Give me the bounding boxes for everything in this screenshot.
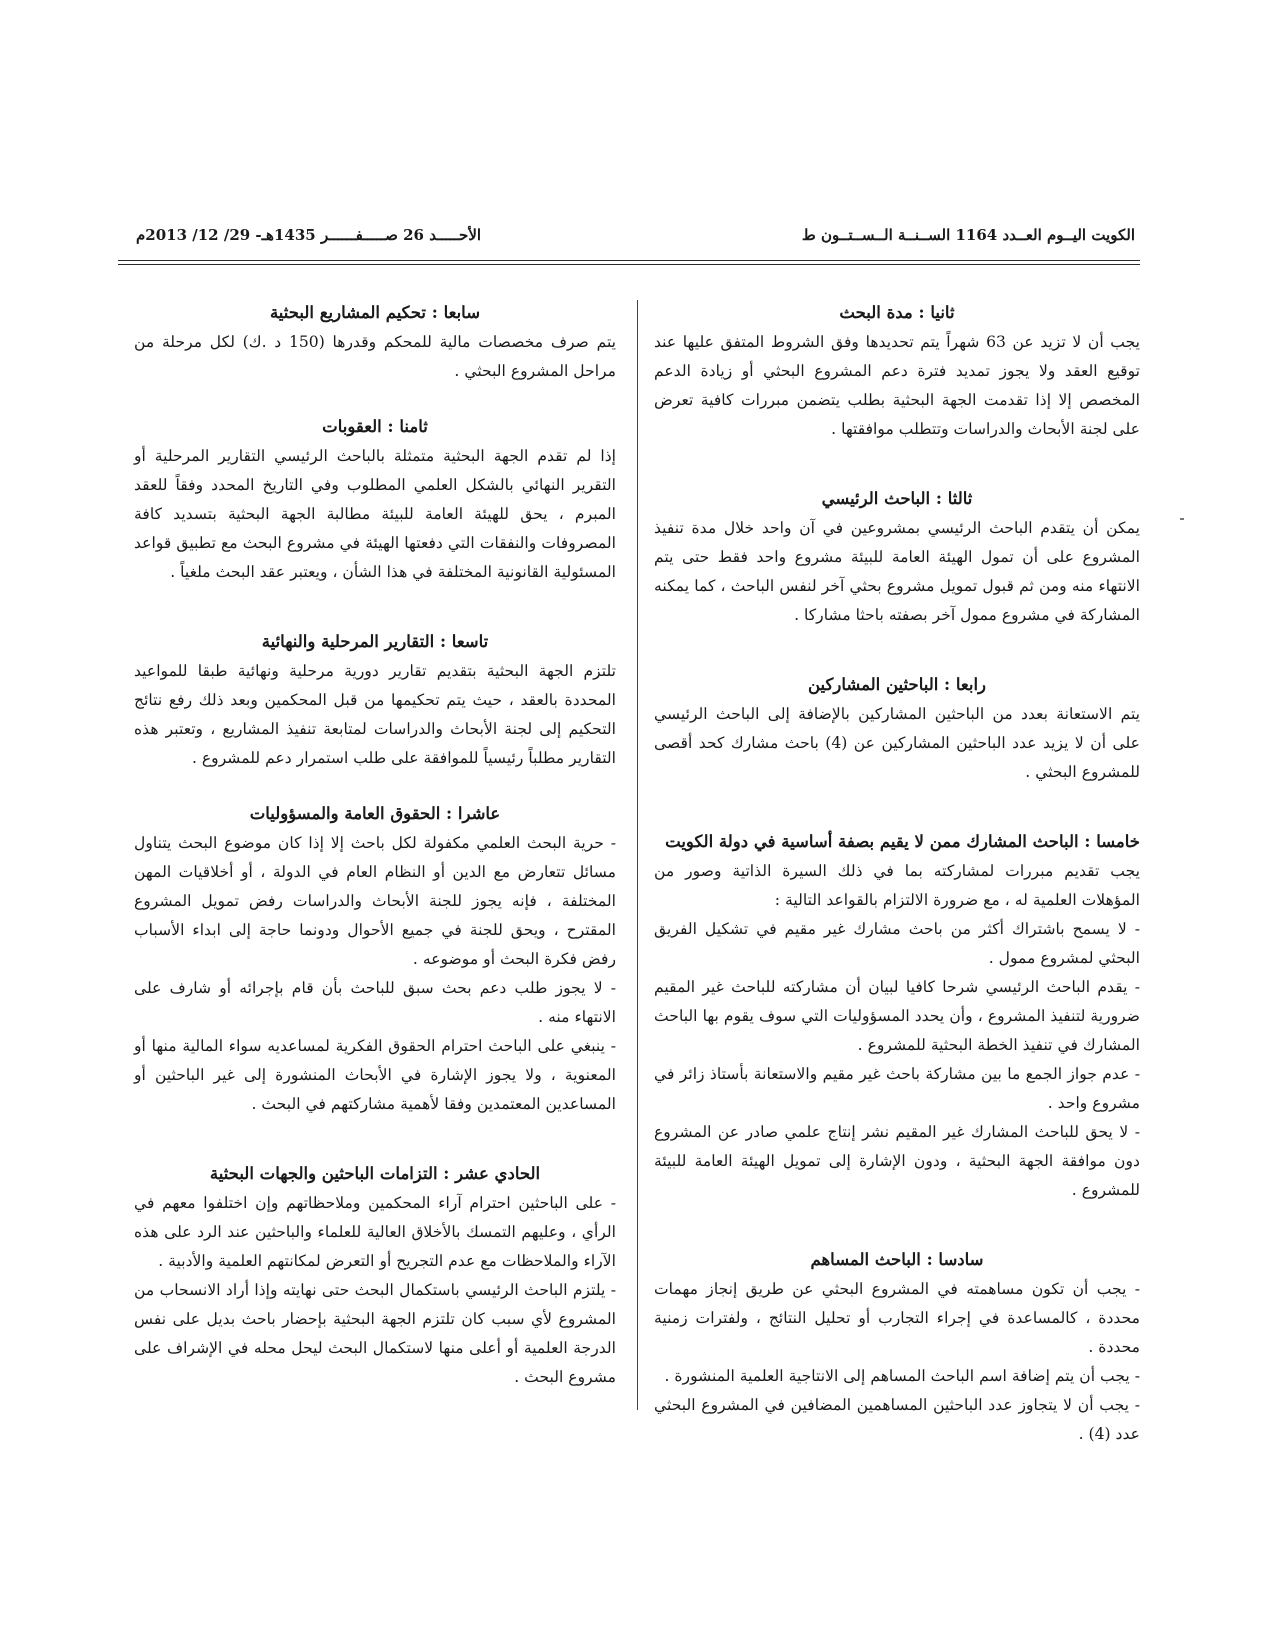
section-title: الحادي عشر : التزامات الباحثين والجهات البحثية [209, 1164, 541, 1183]
section-research-duration [654, 298, 1140, 444]
section-title: ثانيا : مدة البحث [839, 303, 955, 322]
section-paragraph: - يلتزم الباحث الرئيسي باستكمال البحث حتى نهايته وإذا أراد الانسحاب من المشروع لأي سبب كان تلتزم الجهة البحثية بإحضار باحث بديل على نفس الدرجة العلمية أو أعلى منها لاستكمال البحث ليحل محله في الإشراف على مشروع البحث . [134, 1281, 616, 1386]
column-divider [637, 300, 638, 1410]
section-title: ثامنا : العقوبات [322, 417, 428, 436]
section-paragraph: يجب أن لا تزيد عن 63 شهراً يتم تحديدها وفق الشروط المتفق عليها عند توقيع العقد ولا يجوز تمديد فترة دعم المشروع البحثي أو زيادة الدعم المخصص إلا إذا تقدمت الجهة البحثية بطلب يتضمن مبررات كافية تعرض على لجنة الأبحاث والدراسات وتتطلب موافقتها . [654, 333, 1141, 438]
section-principal-researcher [654, 484, 1140, 630]
section-rights-responsibilities [134, 799, 616, 1119]
section-project-review [134, 298, 616, 386]
header-date: الأحـــــد 26 صـــــفــــــر 1435هـ- 29/ 12/ 2013م [136, 226, 482, 244]
section-paragraph: - لا يحق للباحث المشارك غير المقيم نشر إنتاج علمي صادر عن المشروع دون موافقة الجهة البحثية ، ودون الإشارة إلى تمويل الهيئة العامة للبيئة للمشروع . [654, 1123, 1140, 1199]
section-paragraph: - يجب أن تكون مساهمته في المشروع البحثي عن طريق إنجاز مهمات محددة ، كالمساعدة في إجراء التجارب أو تحليل النتائج ، ولفترات زمنية محددة . [654, 1280, 1140, 1356]
section-paragraph: - ينبغي على الباحث احترام الحقوق الفكرية لمساعديه سواء المالية منها أو المعنوية ، ولا يجوز الإشارة في الأبحاث المنشورة إلى غير الباحثين أو المساعدين المعتمدين وفقا لأهمية مشاركتهم في البحث . [134, 1037, 616, 1113]
section-title: ثالثا : الباحث الرئيسي [821, 489, 973, 508]
section-paragraph: - يقدم الباحث الرئيسي شرحا كافيا لبيان أن مشاركته للباحث غير المقيم ضرورية لتنفيذ المشروع ، وأن يحدد المسؤوليات التي سوف يقوم بها الباحث المشارك في تنفيذ الخطة البحثية للمشروع . [654, 978, 1140, 1054]
section-paragraph: يتم صرف مخصصات مالية للمحكم وقدرها (150 د .ك) لكل مرحلة من مراحل المشروع البحثي . [134, 333, 616, 380]
section-reports [134, 627, 616, 773]
section-paragraph: - على الباحثين احترام آراء المحكمين وملاحظاتهم وإن اختلفوا معهم في الرأي ، وعليهم التمسك بالأخلاق العالية للعلماء والباحثين عند الرد على هذه الآراء والملاحظات مع عدم التجريح أو التعرض لمكانتهم العلمية والأدبية . [134, 1194, 616, 1270]
section-penalties [134, 412, 616, 587]
section-paragraph: - لا يسمح باشتراك أكثر من باحث مشارك غير مقيم في تشكيل الفريق البحثي لمشروع ممول . [654, 920, 1140, 967]
section-title: رابعا : الباحثين المشاركين [807, 675, 987, 694]
margin-mark [1180, 518, 1184, 520]
section-title: خامسا : الباحث المشارك ممن لا يقيم بصفة أساسية في دولة الكويت [665, 832, 1140, 851]
left-column [134, 298, 616, 1392]
section-contributing-researcher [654, 1245, 1140, 1449]
section-title: سابعا : تحكيم المشاريع البحثية [269, 303, 481, 322]
section-title: تاسعا : التقارير المرحلية والنهائية [261, 632, 489, 651]
header-rule [118, 264, 1140, 265]
header-issue-info: الكويت اليــوم العــدد 1164 الســنــة الــســتــون ط [801, 226, 1135, 244]
section-title: سادسا : الباحث المساهم [810, 1250, 984, 1269]
section-paragraph: - يجب أن يتم إضافة اسم الباحث المساهم إلى الانتاجية العلمية المنشورة . [664, 1367, 1140, 1385]
section-paragraph: تلتزم الجهة البحثية بتقديم تقارير دورية مرحلية ونهائية طبقا للمواعيد المحددة بالعقد ، حيث يتم تحكيمها من قبل المحكمين وبعد ذلك رفع نتائج التحكيم إلى لجنة الأبحاث والدراسات لمتابعة تنفيذ المشاريع ، وتعتبر هذه التقارير مطلباً رئيسياً للموافقة على طلب استمرار دعم للمشروع . [134, 662, 616, 767]
header-rule [118, 260, 1140, 261]
section-paragraph: يمكن أن يتقدم الباحث الرئيسي بمشروعين في آن واحد خلال مدة تنفيذ المشروع على أن تمول الهيئة العامة للبيئة مشروع واحد فقط حتى يتم الانتهاء منه ومن ثم قبول تمويل مشروع بحثي آخر لنفس الباحث ، كما يمكنه المشاركة في مشروع ممول آخر بصفته باحثا مشاركا . [654, 519, 1140, 624]
section-paragraph: يتم الاستعانة بعدد من الباحثين المشاركين بالإضافة إلى الباحث الرئيسي على أن لا يزيد عدد الباحثين المشاركين عن (4) باحث مشارك كحد أقصى للمشروع البحثي . [654, 705, 1140, 781]
section-paragraph: - يجب أن لا يتجاوز عدد الباحثين المساهمين المضافين في المشروع البحثي عدد (4) . [654, 1396, 1140, 1443]
section-title: عاشرا : الحقوق العامة والمسؤوليات [249, 804, 501, 823]
section-paragraph: إذا لم تقدم الجهة البحثية متمثلة بالباحث الرئيسي التقارير المرحلية أو التقرير النهائي بالشكل العلمي المطلوب وفي التاريخ المحدد وفقاً للعقد المبرم ، يحق للهيئة العامة للبيئة مطالبة الجهة البحثية بتسديد كافة المصروفات والنفقات التي دفعتها الهيئة في مشروع البحث مع تطبيق قواعد المسئولية القانونية المختلفة في هذا الشأن ، ويعتبر عقد البحث ملغياً . [134, 447, 616, 581]
section-obligations [134, 1159, 616, 1392]
section-paragraph: - حرية البحث العلمي مكفولة لكل باحث إلا إذا كان موضوع البحث يتناول مسائل تتعارض مع الدين أو النظام العام في الدولة ، أو أخلاقيات المهن المختلفة ، فإنه يجوز للجنة الأبحاث والدراسات رفض تمويل المشروع المقترح ، ويحق للجنة في جميع الأحوال ودونما حاجة إلى ابداء الأسباب رفض فكرة البحث أو موضوعه . [134, 834, 616, 968]
section-paragraph: - لا يجوز طلب دعم بحث سبق للباحث بأن قام بإجرائه أو شارف على الانتهاء منه . [134, 979, 616, 1026]
section-paragraph: يجب تقديم مبررات لمشاركته بما في ذلك السيرة الذاتية وصور من المؤهلات العلمية له ، مع ضرورة الالتزام بالقواعد التالية : [654, 862, 1140, 909]
section-paragraph: - عدم جواز الجمع ما بين مشاركة باحث غير مقيم والاستعانة بأستاذ زائر في مشروع واحد . [654, 1065, 1140, 1112]
right-column [654, 298, 1140, 1449]
section-non-resident-researcher [654, 827, 1140, 1205]
section-co-researchers [654, 670, 1140, 787]
